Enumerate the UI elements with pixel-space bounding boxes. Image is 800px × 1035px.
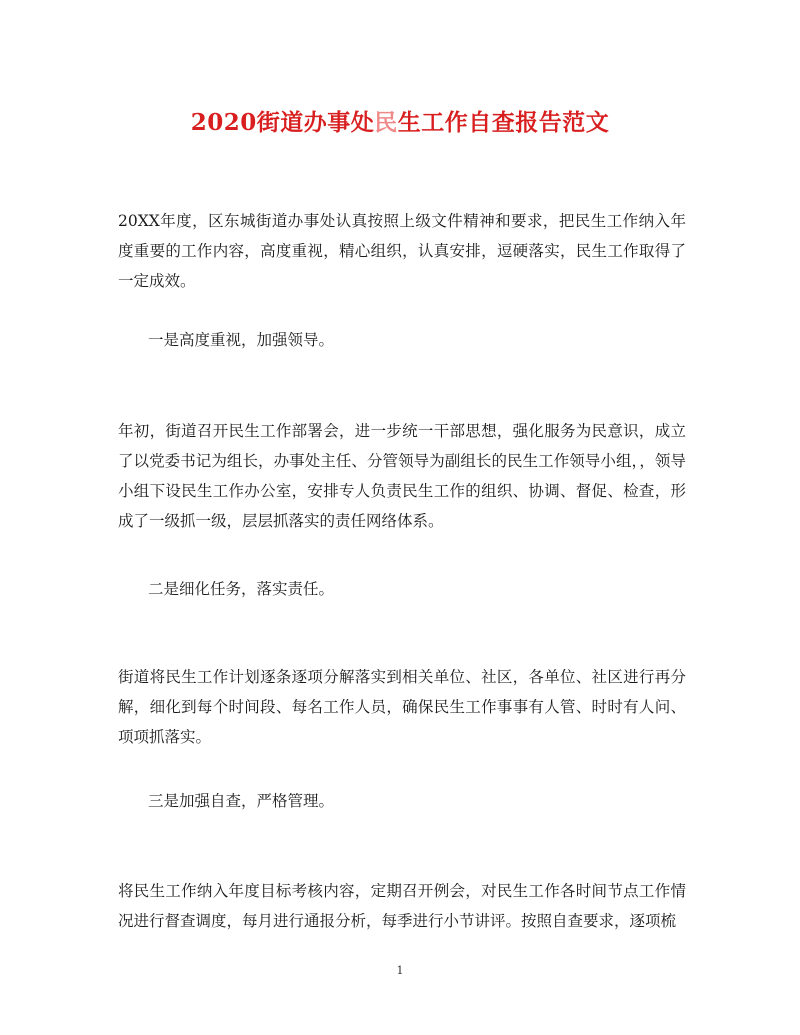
page-number: 1 (396, 964, 404, 977)
section-heading-1: 一是高度重视，加强领导。 (148, 331, 335, 349)
document-title (0, 104, 800, 137)
section-heading-2: 二是细化任务，落实责任。 (148, 580, 335, 598)
title-part-1: 2020街道办事处 (190, 109, 375, 136)
paragraph-intro: 20XX年度，区东城街道办事处认真按照上级文件精神和要求，把民生工作纳入年度重要的工作内容，高度重视，精心组织，认真安排，逗硬落实，民生工作取得了一定成效。 (118, 212, 686, 290)
paragraph-section-2: 街道将民生工作计划逐条逐项分解落实到相关单位、社区，各单位、社区进行再分解，细化到每个时间段、每名工作人员，确保民生工作事事有人管、时时有人问、项项抓落实。 (118, 668, 686, 746)
paragraph-section-3: 将民生工作纳入年度目标考核内容，定期召开例会，对民生工作各时间节点工作情况进行督查调度，每月进行通报分析，每季进行小节讲评。按照自查要求，逐项梳 (118, 882, 686, 930)
section-heading-3: 三是加强自查，严格管理。 (148, 792, 335, 810)
paragraph-section-1: 年初，街道召开民生工作部署会，进一步统一干部思想，强化服务为民意识，成立了以党委书记为组长，办事处主任、分管领导为副组长的民生工作领导小组，，领导小组下设民生工作办公室，安排专人负责民生工作的组织、协调、督促、检查，形成了一级抓一级，层层抓落实的责任网络体系。 (118, 422, 686, 530)
title-accent-char: 民 (374, 109, 398, 136)
title-part-2: 生工作自查报告范文 (397, 109, 610, 136)
